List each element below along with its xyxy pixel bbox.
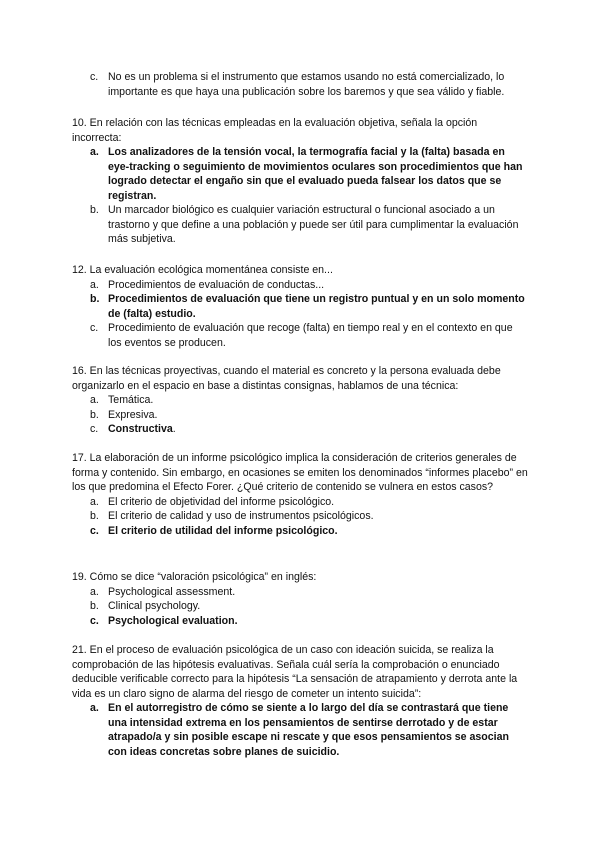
option-c [72, 422, 528, 437]
option-a [72, 585, 528, 600]
question-stem: 12. La evaluación ecológica momentánea consiste en... [72, 264, 333, 276]
question-17 [72, 451, 528, 538]
option-text: Temática. [108, 394, 154, 406]
option-text: Un marcador biológico es cualquier variación estructural o funcional asociado a un trastorno y que define a una población y puede ser útil para cumplimentar la evaluación más subjetiva. [108, 204, 519, 245]
option-text: Psychological evaluation. [108, 614, 238, 627]
question-stem: 17. La elaboración de un informe psicológico implica la consideración de criterios generales de forma y contenido. Sin embargo, en ocasiones se emiten los denominados “informes placebo” en los que predomina el Efecto Forer. ¿Qué criterio de contenido se vulnera en estos casos? [72, 452, 528, 493]
option-c [72, 524, 528, 539]
option-a [72, 278, 528, 293]
option-a [72, 393, 528, 408]
option-marker: c. [90, 423, 99, 435]
option-b [72, 408, 528, 423]
option-marker: a. [90, 702, 99, 714]
question-19 [72, 570, 528, 628]
option-text: No es un problema si el instrumento que estamos usando no está comercializado, lo importante es que haya una publicación sobre los baremos y que sea válido y fiable. [108, 71, 505, 98]
option-marker: c. [90, 524, 99, 537]
option-marker: b. [90, 293, 100, 305]
option-text: Clinical psychology. [108, 600, 201, 612]
option-c [72, 614, 528, 629]
option-b [72, 599, 528, 614]
option-text: Psychological assessment. [108, 585, 236, 598]
question-stem: 21. En el proceso de evaluación psicológica de un caso con ideación suicida, se realiza la comprobación de las hipótesis evaluativas. Señala cuál sería la comprobación o enunciado deducible verificable correcto para la hipótesis “La sensación de atrapamiento y derrota ante la vida es un claro signo de alarma del riesgo de cometer un intento suicida”: [72, 644, 518, 700]
option-marker: a. [90, 278, 99, 291]
option-text: El criterio de objetividad del informe psicológico. [108, 495, 335, 508]
question-stem: 16. En las técnicas proyectivas, cuando el material es concreto y la persona evaluada debe organizarlo en el espacio en base a distintas consignas, hablamos de una técnica: [72, 365, 501, 392]
option-text: Procedimiento de evaluación que recoge (falta) en tiempo real y en el contexto en que los eventos se producen. [108, 322, 513, 349]
option-text: Constructiva [108, 423, 173, 435]
option-marker: b. [90, 600, 99, 612]
option-c [72, 70, 528, 99]
option-text: Los analizadores de la tensión vocal, la termografía facial y la (falta) basada en eye-tracking o seguimiento de movimientos oculares son procedimientos que han logrado detectar el engaño sin que el evaluado pueda falsear los datos que se registran. [108, 146, 523, 202]
option-a [72, 495, 528, 510]
option-text: En el autorregistro de cómo se siente a lo largo del día se contrastará que tiene una intensidad extrema en los pensamientos de sentirse derrotado y de estar atrapado/a y sin posible escape ni rescate y que esos pensamientos se asocian con ideas concretas sobre planes de suicidio. [108, 702, 509, 758]
option-marker: a. [90, 495, 99, 508]
question-10 [72, 116, 528, 247]
option-b [72, 292, 528, 321]
option-text: Procedimientos de evaluación de conductas... [108, 278, 325, 291]
question-21 [72, 643, 528, 759]
option-marker: b. [90, 408, 99, 421]
option-c [72, 321, 528, 350]
question-continuation [72, 70, 528, 99]
option-marker: c. [90, 322, 99, 334]
question-16 [72, 364, 528, 437]
option-b [72, 509, 528, 524]
option-marker: b. [90, 510, 99, 522]
question-12 [72, 263, 528, 350]
option-a [72, 701, 528, 759]
option-marker: c. [90, 71, 99, 83]
option-text: Procedimientos de evaluación que tiene un registro puntual y en un solo momento de (falta) estudio. [108, 293, 525, 320]
option-text: Expresiva. [108, 408, 158, 421]
option-b [72, 203, 528, 247]
question-stem: 10. En relación con las técnicas empleadas en la evaluación objetiva, señala la opción incorrecta: [72, 117, 478, 144]
option-marker: a. [90, 585, 99, 598]
option-marker: a. [90, 146, 99, 158]
option-suffix: . [172, 423, 176, 435]
question-stem: 19. Cómo se dice “valoración psicológica” en inglés: [72, 571, 317, 583]
option-marker: b. [90, 204, 99, 216]
option-marker: c. [90, 614, 99, 627]
option-a [72, 145, 528, 203]
option-marker: a. [90, 394, 99, 406]
option-text: El criterio de calidad y uso de instrumentos psicológicos. [108, 510, 374, 522]
option-text: El criterio de utilidad del informe psicológico. [108, 524, 338, 537]
